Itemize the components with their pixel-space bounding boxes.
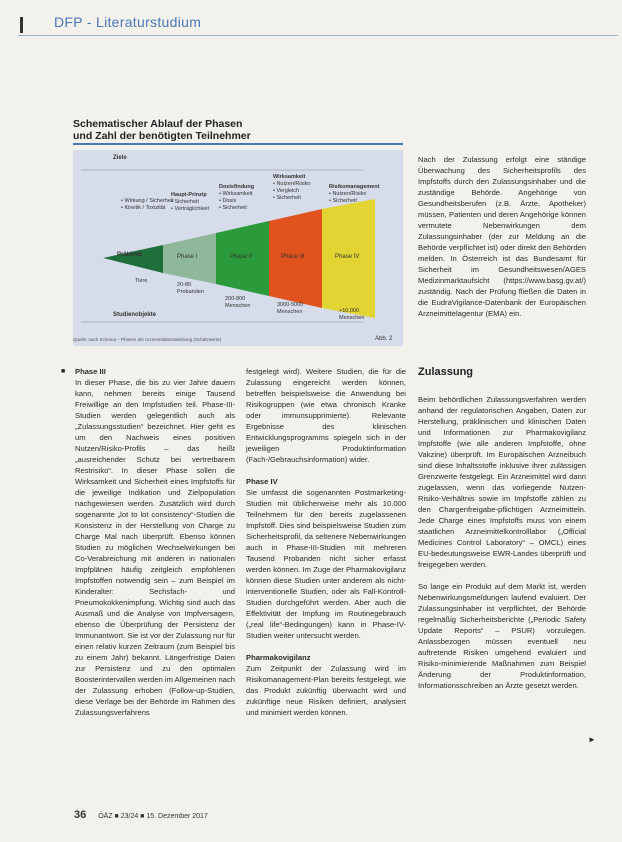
figure-rule: [73, 143, 403, 145]
goal-group-1: [171, 192, 209, 213]
column-2: [246, 366, 406, 729]
paragraph: Zum Zeitpunkt der Zulassung wird im Risikomanagement-Plan bereits festgelegt, wie das Produkt zukünftig überwacht wird und zukünftige neue Risiken definiert, analysiert und minimiert werden können.: [246, 664, 406, 717]
heading-phase-3: Phase III: [75, 367, 106, 376]
figure-title: [73, 118, 251, 142]
goal-group-0: [121, 198, 174, 212]
goal-group-title: Wirksamkeit: [273, 174, 306, 180]
phase-label-2: Phase II: [230, 254, 253, 260]
goal-group-title: Haupt-Prinzip: [171, 192, 207, 198]
figure-number: Abb. 2: [375, 336, 393, 342]
figure-title-line2: und Zahl der benötigten Teilnehmer: [73, 130, 251, 142]
goal-group-3: [273, 174, 310, 202]
goal-item: • Wirkung / Sicherheit: [121, 198, 174, 204]
goal-group-title: Dosisfindung: [219, 184, 255, 190]
heading-phase-4: Phase IV: [246, 477, 278, 486]
page-number: 36: [74, 809, 87, 821]
goal-item: • Nutzen/Risiko: [273, 181, 311, 187]
heading-pharmakovigilanz: Pharmakovigilanz: [246, 653, 311, 662]
footer: [74, 809, 208, 821]
column-3-bottom: [418, 394, 586, 702]
figure-title-line1: Schematischer Ablauf der Phasen: [73, 118, 243, 130]
goal-label: Ziele: [113, 155, 127, 161]
phase-diagram: [73, 150, 403, 346]
count-label-0: Tiere: [135, 278, 148, 284]
paragraph: So lange ein Produkt auf dem Markt ist, werden Nebenwirkungsmeldungen laufend evaluiert. Der Zulassungsinhaber ist verpflichtet, der Behörde regelmäßig Sicherheitsberichte („Periodic Safety Update Reports“ – PSUR) vorzulegen. Anlassbezogen müssen eventuell neu auftretende Risiken umgehend evaluiert und Risiko-minimierende Maßnahmen zum Beispiel Änderung der Produktinformation, Informationsschreiben an Ärzte gesetzt werden.: [418, 582, 586, 690]
goal-item: • Wirksamkeit: [219, 191, 253, 197]
paragraph: Nach der Zulassung erfolgt eine ständige Überwachung des Sicherheitsprofils des Impfstoffs durch den Zulassungsinhaber und die zuständige Behörde. Angehörige von Gesundheitsberufen (z.B. Ärzte, Apotheker) müssen, Patienten und deren Angehörige können vermutete Nebenwirkungen dem Zulassungsinhaber (der zur Meldung an die Behörde verpflichtet ist) oder direkt den Behörden melden. In Österreich ist das Bundesamt für Sicherheit im Gesundheitswesen/AGES Medizinmarktaufsicht (https://www.basg.gv.at/) zuständig. Nach der Prüfung fließen die Daten in die EudraVigilance-Datenbank der Europäischen Arzneimittelagentur (EMA) ein.: [418, 155, 586, 318]
goal-group-title: Risikomanagement: [329, 184, 380, 190]
column-1: [75, 366, 235, 729]
paragraph: In dieser Phase, die bis zu vier Jahre dauern kann, nehmen bereits einige Tausend Freiwillige an den Impfstudien teil. Phase-III-Studien werden gelegentlich auch als „Zulassungsstudien“ bezeichnet. Hier geht es um den Nachweis eines positiven Nutzen/Risiko-Profils – das heißt „ausreichender Schutz bei vertretbarem Restrisiko“. In dieser Phase sollen die Wirksamkeit und Sicherheit eines Impfstoffs für die jeweilige Indikation und Zielpopulation nachgewiesen werden. Zusätzlich wird durch sogenannte „lot to lot consistency“-Studien die Konsistenz in der Herstellung von Charge zu Charge Mal nach überprüft. Ebenso können Studien zu möglichen Wechselwirkungen bei Co-Verabreichung mit anderen in nationalen Impfplänen häufig zeitgleich empfohlenen Impfstoffen notwendig sein – zum Beispiel im Kinderalter: Sechsfach- und Pneumokokkenimpfung. Wichtig sind auch das Ausmaß und die Analyse von Impfversagern, ebenso die Überprüfung der Persistenz der Immunantwort. Sie ist vor der Zulassung nur für einen relativ kurzen Zeitraum (zum Beispiel bis zu einem Jahr) bekannt. Längerfristige Daten zur Persistenz und zu den optimalen Boosterintervallen werden im Allgemeinen nach der Zulassung erhoben (Follow-up-Studien, diese Verlage bei der Behörde im Rahmen des Zulassungsverfahrens: [75, 378, 235, 717]
phase-wedge-preclinic: [103, 245, 163, 273]
goal-group-2: [219, 184, 254, 212]
count-label-3: 3000-5000 Menschen: [277, 302, 304, 315]
header-rule: [18, 35, 618, 36]
count-label-2: 200-800 Menschen: [225, 296, 251, 309]
goal-item: • Vergleich: [273, 188, 300, 194]
paragraph: Sie umfasst die sogenannten Postmarketing-Studien mit üblicherweise mehr als 10.000 Teilnehmern für den bereits zugelassenen Impfstoff. Dies sind beispielsweise Studien zum Sicherheitsprofil, da seltenere Nebenwirkungen auch in Phase-III-Studien mit mehreren Tausend Probanden nicht sicher erfasst werden können. Im Zuge der Pharmakovigilanz können diese Studien unter anderem als nicht-interventionelle Studien, oder als Fall-Kontroll-Studien durchgeführt werden. Aber auch die Effektivität der Impfung im Routinegebrauch („real life“-Bedingungen) kann in Phase-IV-Studien weiter untersucht werden.: [246, 488, 406, 640]
paragraph: Beim behördlichen Zulassungsverfahren werden anhand der regulatorischen Angaben, Daten zur Herstellung, präklinischen und klinischen Daten und Informationen zur Pharmakovigilanz Impfstoffe (wie alle anderen Impfstoffe, ohne Vakzine) überprüft. Im Europäischen Arzneibuch sind diese Inhaltsstoffe inklusive ihrer zulässigen Grenzwerte festgelegt. Ein Arzneimittel wird dann zugelassen, wenn das vorliegende Nutzen-Risiko-Verhältnis sowie im Impfstoffe zählen zu den Chargenfreigabe-pflichtigen Arzneimitteln. Jede Charge eines Impfstoffs muss von einem staatlichen Arzneimittelkontrolllabor („Official Medicines Control Laboratory“ – OMCL) eines EU-bedeutungsweise EWR-Landes überprüft und freigegeben werden.: [418, 395, 586, 569]
phase-label-3: Phase III: [281, 254, 305, 260]
footer-text: ÖÄZ ■ 23/24 ■ 15. Dezember 2017: [98, 813, 208, 820]
figure-note: Quelle: nach Schema – Phasen der Arzneimittelentwicklung (Schätzwerte): [73, 337, 222, 342]
count-label-4: >10.000 Menschen: [339, 308, 365, 321]
heading-zulassung: Zulassung: [418, 366, 474, 378]
goal-item: • Sicherheit: [273, 195, 301, 201]
goal-item: • Nutzen/Risiko: [329, 191, 367, 197]
goal-item: • Sicherheit: [329, 198, 357, 204]
phase-label-4: Phase IV: [335, 254, 360, 260]
count-label-1: 20-80 Probanden: [177, 282, 204, 295]
header-title: DFP - Literaturstudium: [54, 14, 202, 30]
column-3-top: [418, 154, 586, 330]
objects-label: Studienobjekte: [113, 312, 157, 318]
goal-item: • Kinetik / Toxizität: [121, 205, 166, 211]
goal-item: • Dosis: [219, 198, 237, 204]
goal-item: • Verträglichkeit: [171, 206, 209, 212]
continue-arrow-icon: ►: [588, 735, 596, 744]
phase-label-1: Phase I: [177, 254, 198, 260]
goal-item: • Sicherheit: [219, 205, 247, 211]
paragraph: festgelegt wird). Weitere Studien, die für die Zulassung eingereicht werden können, betreffen beispielsweise die Anwendung bei Risikogruppen (wie etwa chronisch Kranke oder immunsupprimierte). Relevante Ergebnisse des klinischen Entwicklungsprogramms spiegeln sich in der jeweiligen Produktinformation (Fach-/Gebrauchsinformation) wider.: [246, 367, 406, 464]
goal-item: • Sicherheit: [171, 199, 199, 205]
phase-label-0: Präklinik: [117, 252, 143, 258]
goal-group-4: [329, 184, 379, 205]
header-tick: [20, 17, 23, 33]
section-marker: ■: [61, 368, 66, 375]
